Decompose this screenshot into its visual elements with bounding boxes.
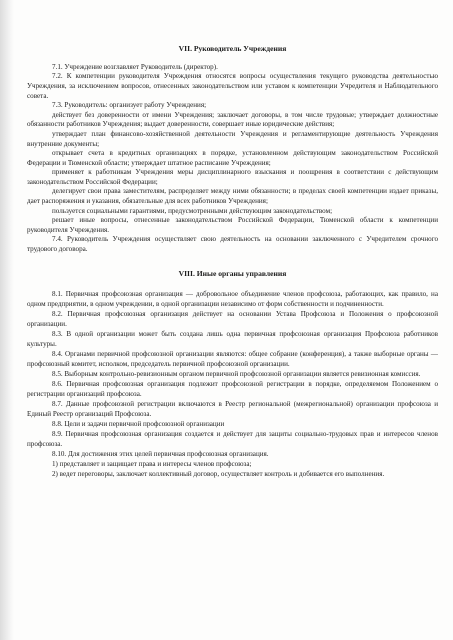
paragraph: утверждает план финансово-хозяйственной деятельности Учреждения и регламентирующие деятельность Учреждения внутренние документы; xyxy=(27,129,438,148)
paragraph: 7.1. Учреждение возглавляет Руководитель (директор). xyxy=(52,62,218,71)
paragraph: 7.4. Руководитель Учреждения осуществляет свою деятельность на основании заключенного с Учредителем срочного трудового договора. xyxy=(27,235,438,254)
paragraph: открывает счета в кредитных организациях в порядке, установленном действующим законодательством Российской Федерации и Тюменской области; утверждает штатное расписание Учреждения; xyxy=(27,149,438,167)
paragraph: действует без доверенности от имени Учреждения; заключает договоры, в том числе трудовые; утверждает должностные обязанности работников Учреждения; выдает доверенности, совершает иные юридические действия; xyxy=(27,110,438,129)
document-content xyxy=(27,44,438,479)
section-7-heading: VII. Руководитель Учреждения xyxy=(178,44,287,53)
paragraph: 8.1. Первичная профсоюзная организация — добровольное объединение членов профсоюза, работающих, как правило, на одном предприятии, в одном учреждении, в одной организации независимо от форм собственности и подчиненности. xyxy=(27,290,438,309)
section-8 xyxy=(27,269,438,480)
scan-edge-shadow xyxy=(0,0,14,640)
paragraph: 2) ведет переговоры, заключает коллективный договор, осуществляет контроль и добивается его выполнения. xyxy=(52,470,385,479)
paragraph: 8.3. В одной организации может быть создана лишь одна первичная профсоюзная организация Профсоюза работников культуры. xyxy=(27,330,438,349)
section-8-heading: VIII. Иные органы управления xyxy=(178,268,287,278)
section-7 xyxy=(27,44,438,255)
paragraph: 8.4. Органами первичной профсоюзной организации являются: общее собрание (конференция), а также выборные органы — профсоюзный комитет, исполком, председатель первичной профсоюзной организации. xyxy=(27,350,438,369)
paragraph: 8.8. Цели и задачи первичной профсоюзной организации xyxy=(52,420,225,429)
paragraph: делегирует свои права заместителям, распределяет между ними обязанности; в пределах своей компетенции издает приказы, дает распоряжения и указания, обязательные для всех работников Учреждения; xyxy=(27,187,438,206)
paragraph: 8.6. Первичная профсоюзная организация подлежит профсоюзной регистрации в порядке, определяемом Положением о регистрации организаций профсоюза. xyxy=(27,380,438,399)
paragraph: пользуется социальными гарантиями, предусмотренными действующим законодательством; xyxy=(52,206,333,215)
paragraph: 7.2. К компетенции руководителя Учреждения относятся вопросы осуществления текущего руководства деятельностью Учреждения, за исключением вопросов, отнесенных законодательством или уставом к компетенции Учредителя и Наблюдательного совета. xyxy=(27,72,438,100)
paragraph: 8.7. Данные профсоюзной регистрации включаются в Реестр региональной (межрегиональной) организации профсоюза и Единый Реестр организаций Профсоюза. xyxy=(27,400,438,419)
paragraph: решает иные вопросы, отнесенные законодательством Российской Федерации, Тюменской области к компетенции руководителя Учреждения. xyxy=(27,216,438,234)
paragraph: 7.3. Руководитель: организует работу Учреждения; xyxy=(52,101,207,110)
paragraph: 8.9. Первичная профсоюзная организация создается и действует для защиты социально-трудовых прав и интересов членов профсоюза. xyxy=(27,430,438,449)
paragraph: 8.5. Выборным контрольно-ревизионным органом первичной профсоюзной организации является ревизионная комиссия. xyxy=(52,370,421,379)
paragraph: применяет к работникам Учреждения меры дисциплинарного взыскания и поощрения в соответствии с действующим законодательством Российской Федерации; xyxy=(27,168,438,186)
paragraph: 8.2. Первичная профсоюзная организация действует на основании Устава Профсоюза и Положения о профсоюзной организации. xyxy=(27,310,438,329)
paragraph: 8.10. Для достижения этих целей первичная профсоюзная организация. xyxy=(52,450,269,459)
paragraph: 1) представляет и защищает права и интересы членов профсоюза; xyxy=(52,460,252,469)
